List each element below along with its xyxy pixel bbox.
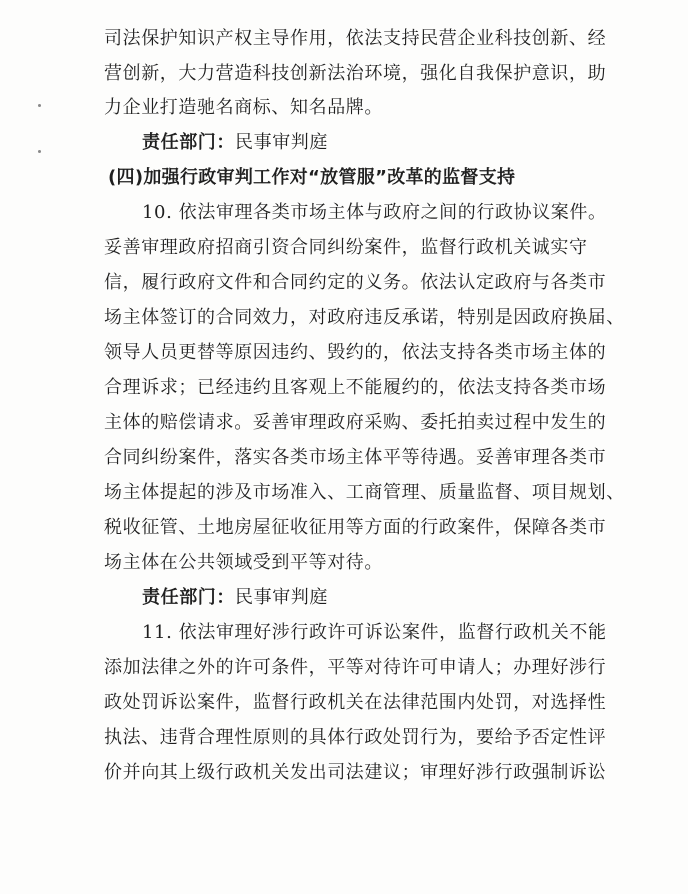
paragraph-line: 力企业打造驰名商标、知名品牌。 — [104, 97, 383, 118]
paragraph-line: 10. 依法审理各类市场主体与政府之间的行政协议案件。 — [142, 202, 607, 223]
responsibility-department: 民事审判庭 — [235, 587, 328, 608]
paragraph-line: 妥善审理政府招商引资合同纠纷案件，监督行政机关诚实守 — [104, 237, 588, 258]
responsibility-line — [142, 131, 328, 155]
responsibility-department: 民事审判庭 — [235, 132, 328, 153]
paragraph-line: 信，履行政府文件和合同约定的义务。依法认定政府与各类市 — [104, 272, 607, 293]
paragraph-line: 价并向其上级行政机关发出司法建议；审理好涉行政强制诉讼 — [104, 762, 607, 783]
scan-speck — [38, 150, 41, 153]
paragraph-line: 合同纠纷案件，落实各类市场主体平等待遇。妥善审理各类市 — [104, 447, 607, 468]
scan-speck — [38, 104, 41, 107]
responsibility-label: 责任部门： — [142, 132, 235, 153]
paragraph-line: 税收征管、土地房屋征收征用等方面的行政案件，保障各类市 — [104, 517, 607, 538]
responsibility-line — [142, 586, 328, 610]
section-heading: (四)加强行政审判工作对“放管服”改革的监督支持 — [108, 167, 516, 188]
responsibility-label: 责任部门： — [142, 587, 235, 608]
paragraph-line: 主体的赔偿请求。妥善审理政府采购、委托拍卖过程中发生的 — [104, 412, 607, 433]
paragraph-line: 11. 依法审理好涉行政许可诉讼案件，监督行政机关不能 — [142, 622, 607, 643]
paragraph-line: 领导人员更替等原因违约、毁约的，依法支持各类市场主体的 — [104, 342, 607, 363]
paragraph-line: 营创新，大力营造科技创新法治环境，强化自我保护意识，助 — [104, 63, 607, 84]
paragraph-line: 场主体在公共领域受到平等对待。 — [104, 552, 383, 573]
paragraph-line: 场主体提起的涉及市场准入、工商管理、质量监督、项目规划、 — [104, 482, 625, 503]
paragraph-line: 执法、违背合理性原则的具体行政处罚行为，要给予否定性评 — [104, 727, 607, 748]
paragraph-line: 合理诉求；已经违约且客观上不能履约的，依法支持各类市场 — [104, 377, 607, 398]
paragraph-line: 政处罚诉讼案件，监督行政机关在法律范围内处罚，对选择性 — [104, 692, 607, 713]
paragraph-line: 添加法律之外的许可条件，平等对待许可申请人；办理好涉行 — [104, 657, 607, 678]
paragraph-line: 司法保护知识产权主导作用，依法支持民营企业科技创新、经 — [104, 28, 607, 49]
paragraph-line: 场主体签订的合同效力，对政府违反承诺，特别是因政府换届、 — [104, 307, 625, 328]
